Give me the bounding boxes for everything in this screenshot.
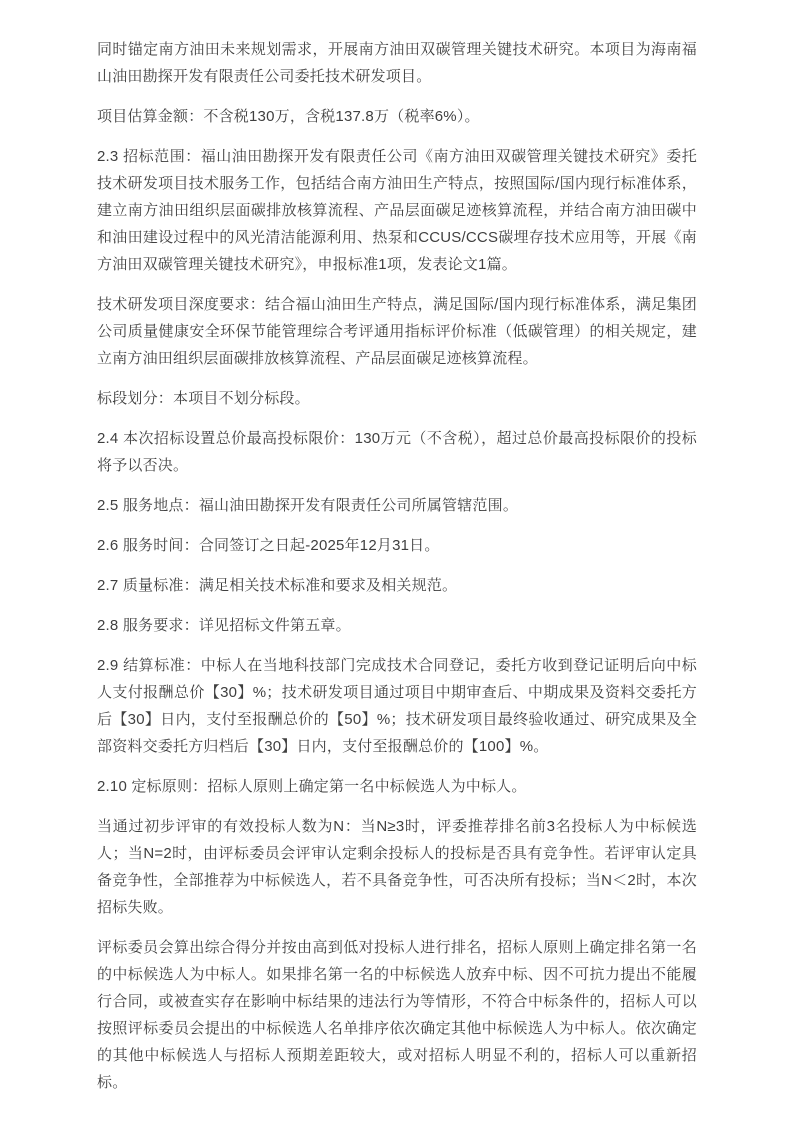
paragraph-2-4-price-ceiling: 2.4 本次招标设置总价最高投标限价：130万元（不含税），超过总价最高投标限价的投标将予以否决。 [97,430,697,474]
paragraph-project-budget: 项目估算金额：不含税130万，含税137.8万（税率6%）。 [97,108,480,125]
paragraph-ranking-and-reaward-rules: 评标委员会算出综合得分并按由高到低对投标人进行排名，招标人原则上确定排名第一名的中标候选人为中标人。如果排名第一名的中标候选人放弃中标、因不可抗力提出不能履行合同，或被查实存在影响中标结果的违法行为等情形，不符合中标条件的，招标人可以按照评标委员会提出的中标候选人名单排序依次确定其他中标候选人为中标人。依次确定的其他中标候选人与招标人预期差距较大，或对招标人明显不利的，招标人可以重新招标。 [97,939,697,1091]
paragraph-2-3-bidding-scope: 2.3 招标范围：福山油田勘探开发有限责任公司《南方油田双碳管理关键技术研究》委托技术研发项目技术服务工作，包括结合南方油田生产特点，按照国际/国内现行标准体系，建立南方油田组织层面碳排放核算流程、产品层面碳足迹核算流程，并结合南方油田碳中和油田建设过程中的风光清洁能源利用、热泵和CCUS/CCS碳埋存技术应用等，开展《南方油田双碳管理关键技术研究》，申报标准1项，发表论文1篇。 [97,148,697,273]
paragraph-2-8-service-requirements: 2.8 服务要求：详见招标文件第五章。 [97,617,351,634]
paragraph-2-9-settlement-standard: 2.9 结算标准：中标人在当地科技部门完成技术合同登记，委托方收到登记证明后向中标人支付报酬总价【30】%；技术研发项目通过项目中期审查后、中期成果及资料交委托方后【30】日内，支付至报酬总价的【50】%；技术研发项目最终验收通过、研究成果及全部资料交委托方归档后【30】日内，支付至报酬总价的【100】%。 [97,657,697,755]
paragraph-tech-rd-depth-requirements: 技术研发项目深度要求：结合福山油田生产特点，满足国际/国内现行标准体系，满足集团公司质量健康安全环保节能管理综合考评通用指标评价标准（低碳管理）的相关规定，建立南方油田组织层面碳排放核算流程、产品层面碳足迹核算流程。 [97,296,697,367]
paragraph-valid-bidder-count-rules: 当通过初步评审的有效投标人数为N：当N≥3时，评委推荐排名前3名投标人为中标候选人；当N=2时，由评标委员会评审认定剩余投标人的投标是否具有竞争性。若评审认定具备竞争性，全部推荐为中标候选人，若不具备竞争性，可否决所有投标；当N＜2时，本次招标失败。 [97,818,697,916]
paragraph-2-7-quality-standard: 2.7 质量标准：满足相关技术标准和要求及相关规范。 [97,577,458,594]
paragraph-2-6-service-time: 2.6 服务时间：合同签订之日起-2025年12月31日。 [97,537,440,554]
paragraph-lot-division: 标段划分：本项目不划分标段。 [97,390,310,407]
document-content [97,36,697,1096]
paragraph-2-10-award-principle: 2.10 定标原则：招标人原则上确定第一名中标候选人为中标人。 [97,778,527,795]
paragraph-2-5-service-location: 2.5 服务地点：福山油田勘探开发有限责任公司所属管辖范围。 [97,497,519,514]
paragraph-project-background: 同时锚定南方油田未来规划需求，开展南方油田双碳管理关键技术研究。本项目为海南福山油田勘探开发有限责任公司委托技术研发项目。 [97,41,697,85]
